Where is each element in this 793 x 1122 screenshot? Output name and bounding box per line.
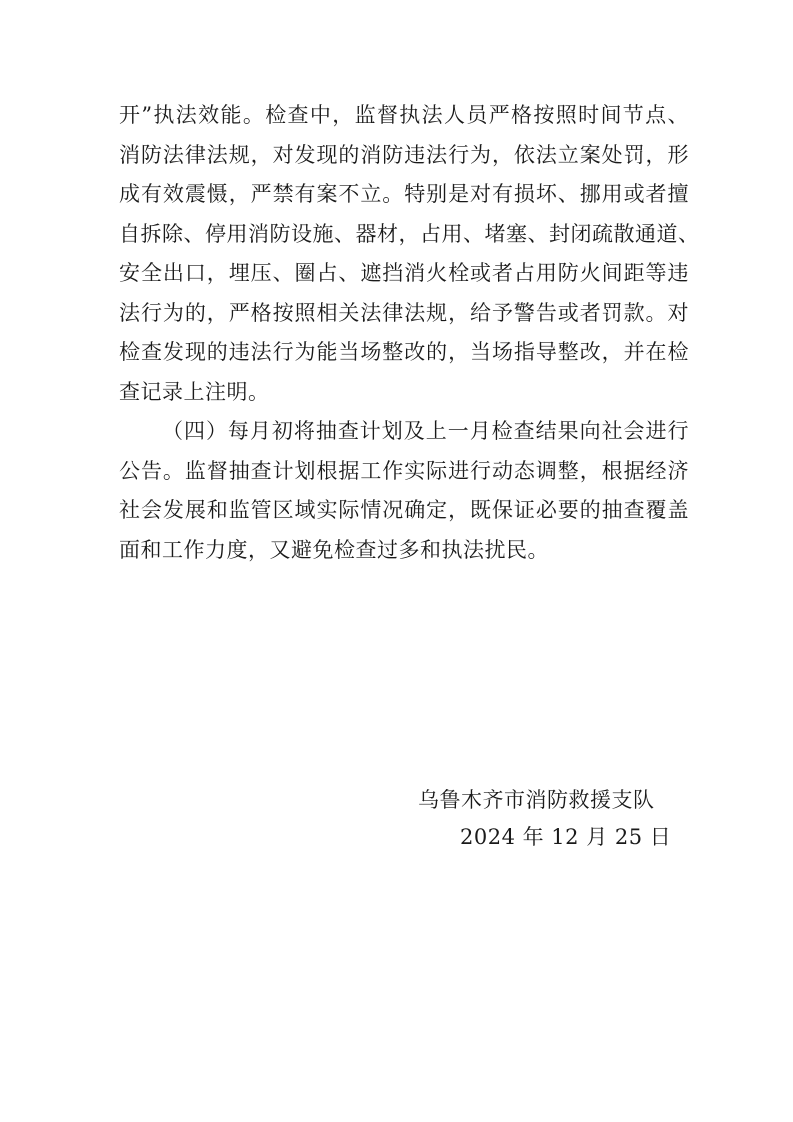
paragraph-line: 面和工作力度，又避免检查过多和执法扰民。 [119, 537, 549, 562]
paragraph-line: 成有效震慑，严禁有案不立。特别是对有损坏、挪用或者擅 [119, 182, 689, 206]
paragraph-line: 开”执法效能。检查中，监督执法人员严格按照时间节点、 [119, 103, 689, 127]
paragraph-line: 消防法律法规，对发现的消防违法行为，依法立案处罚，形 [119, 142, 689, 167]
paragraph-line: （四）每月初将抽查计划及上一月检查结果向社会进行 [162, 419, 689, 443]
issuing-organization: 乌鲁木齐市消防救援支队 [418, 788, 655, 812]
paragraph-line: 法行为的，严格按照相关法律法规，给予警告或者罚款。对 [119, 300, 689, 325]
paragraph-line: 检查发现的违法行为能当场整改的，当场指导整改，并在检 [119, 340, 689, 364]
issue-date: 2024 年 12 月 25 日 [460, 825, 672, 849]
body-text [119, 96, 700, 570]
paragraph-line: 查记录上注明。 [119, 379, 270, 404]
paragraph-line: 公告。监督抽查计划根据工作实际进行动态调整，根据经济 [119, 458, 689, 483]
paragraph-line: 自拆除、停用消防设施、器材，占用、堵塞、封闭疏散通道、 [119, 221, 700, 246]
paragraph-line: 安全出口，埋压、圈占、遮挡消火栓或者占用防火间距等违 [119, 261, 689, 285]
paragraph-line: 社会发展和监管区域实际情况确定，既保证必要的抽查覆盖 [119, 498, 689, 522]
